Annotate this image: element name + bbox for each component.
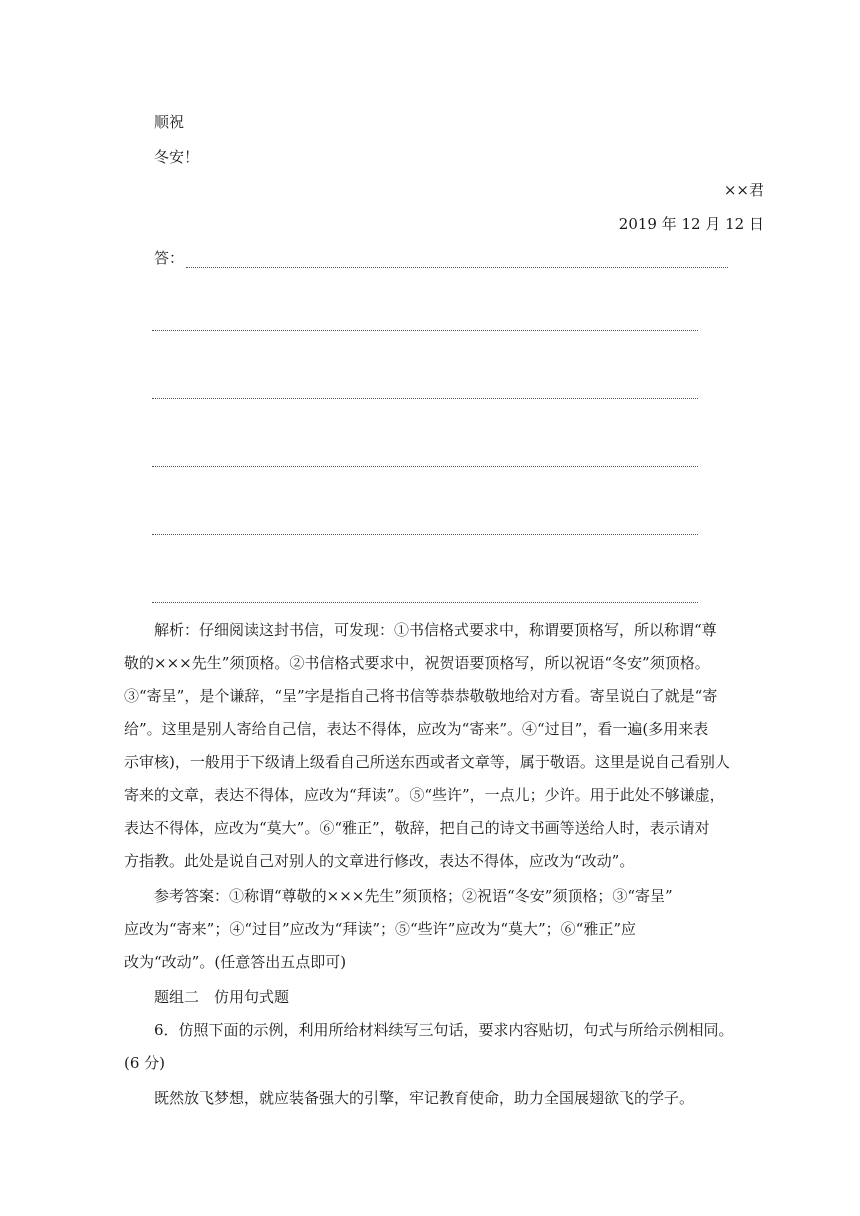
- reference-answer-line: 改为“改动”。(任意答出五点即可): [124, 953, 347, 971]
- answer-blank-line[interactable]: [152, 534, 698, 535]
- reference-answer-line: 应改为“寄来”；④“过目”应改为“拜读”；⑤“些许”应改为“莫大”；⑥“雅正”应: [124, 920, 637, 938]
- letter-signature: ××君: [723, 181, 764, 199]
- answer-label: 答：: [154, 249, 185, 267]
- answer-blank-line[interactable]: [152, 602, 698, 603]
- analysis-line: ③“寄呈”，是个谦辞，“呈”字是指自己将书信等恭恭敬敬地给对方看。寄呈说白了就是“寄: [124, 687, 718, 705]
- analysis-line: 寄来的文章，表达不得体，应改为“拜读”。⑤“些许”，一点儿；少许。用于此处不够谦虚，: [124, 786, 725, 804]
- answer-row: [154, 248, 728, 268]
- letter-closing-2: 冬安！: [154, 148, 200, 166]
- analysis-line: 方指教。此处是说自己对别人的文章进行修改，表达不得体，应改为“改动”。: [124, 852, 635, 870]
- section-title: 题组二 仿用句式题: [154, 988, 290, 1006]
- reference-answer-line: 参考答案：①称谓“尊敬的×××先生”须顶格；②祝语“冬安”须顶格；③“寄呈”: [154, 887, 673, 905]
- answer-blank-line[interactable]: [152, 330, 698, 331]
- answer-blank-line[interactable]: [152, 398, 698, 399]
- analysis-line: 表达不得体，应改为“莫大”。⑥“雅正”，敬辞，把自己的诗文书画等送给人时，表示请对: [124, 819, 710, 837]
- letter-closing-1: 顺祝: [154, 113, 185, 131]
- question-6-prompt: 6．仿照下面的示例，利用所给材料续写三句话，要求内容贴切，句式与所给示例相同。: [154, 1021, 734, 1039]
- analysis-line: 敬的×××先生”须顶格。②书信格式要求中，祝贺语要顶格写，所以祝语“冬安”须顶格。: [124, 654, 710, 672]
- answer-blank-line[interactable]: [152, 466, 698, 467]
- analysis-line: 解析：仔细阅读这封书信，可发现：①书信格式要求中，称谓要顶格写，所以称谓“尊: [154, 621, 717, 639]
- question-6-points: (6 分): [124, 1054, 166, 1072]
- question-6-example: 既然放飞梦想，就应装备强大的引擎，牢记教育使命，助力全国展翅欲飞的学子。: [154, 1089, 695, 1107]
- answer-blank-line[interactable]: [186, 253, 728, 268]
- letter-date: 2019 年 12 月 12 日: [618, 215, 764, 233]
- analysis-line: 示审核)，一般用于下级请上级看自己所送东西或者文章等，属于敬语。这里是说自己看别人: [124, 753, 730, 771]
- analysis-line: 给”。这里是别人寄给自己信，表达不得体，应改为“寄来”。④“过目”，看一遍(多用来表: [124, 720, 709, 738]
